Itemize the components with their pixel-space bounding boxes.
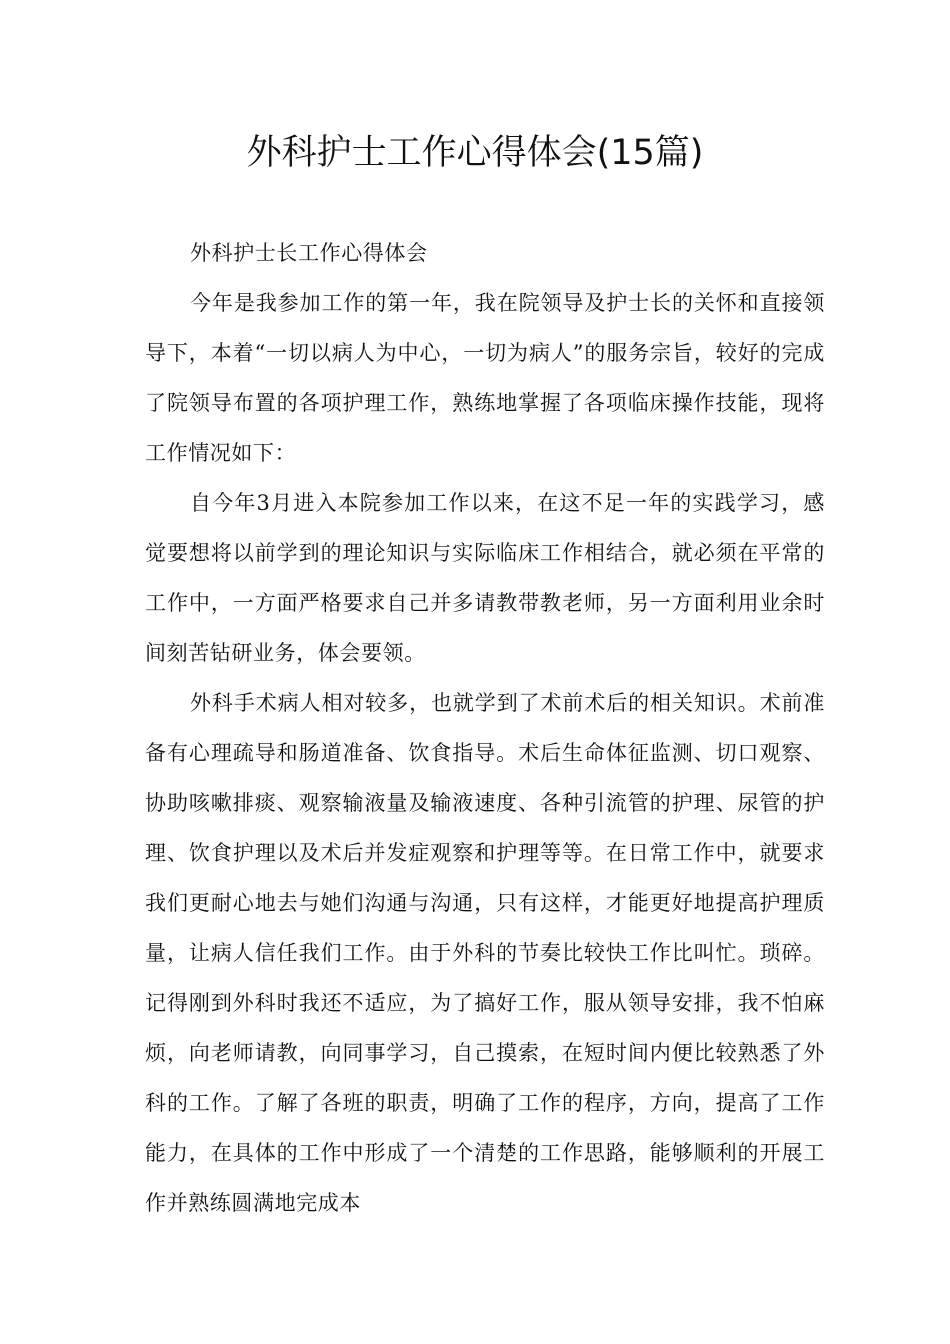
paragraph-learning: 自今年3月进入本院参加工作以来，在这不足一年的实践学习，感觉要想将以前学到的理论知识与实际临床工作相结合，就必须在平常的工作中，一方面严格要求自己并多请教带教老师，另一方面利用业余时间刻苦钻研业务，体会要领。 xyxy=(145,491,825,665)
section-subtitle: 外科护士长工作心得体会 xyxy=(190,241,428,265)
document-body xyxy=(145,228,825,1228)
paragraph-surgery-care: 外科手术病人相对较多，也就学到了术前术后的相关知识。术前准备有心理疏导和肠道准备、饮食指导。术后生命体征监测、切口观察、协助咳嗽排痰、观察输液量及输液速度、各种引流管的护理、尿管的护理、饮食护理以及术后并发症观察和护理等等。在日常工作中，就要求我们更耐心地去与她们沟通与沟通，只有这样，才能更好地提高护理质量，让病人信任我们工作。由于外科的节奏比较快工作比叫忙。琐碎。记得刚到外科时我还不适应，为了搞好工作，服从领导安排，我不怕麻烦，向老师请教，向同事学习，自己摸索，在短时间内便比较熟悉了外科的工作。了解了各班的职责，明确了工作的程序，方向，提高了工作能力，在具体的工作中形成了一个清楚的工作思路，能够顺利的开展工作并熟练圆满地完成本 xyxy=(145,691,825,1215)
paragraph-intro: 今年是我参加工作的第一年，我在院领导及护士长的关怀和直接领导下，本着“一切以病人为中心，一切为病人”的服务宗旨，较好的完成了院领导布置的各项护理工作，熟练地掌握了各项临床操作技能，现将工作情况如下： xyxy=(145,291,825,465)
document-title: 外科护士工作心得体会(15篇) xyxy=(246,133,704,173)
